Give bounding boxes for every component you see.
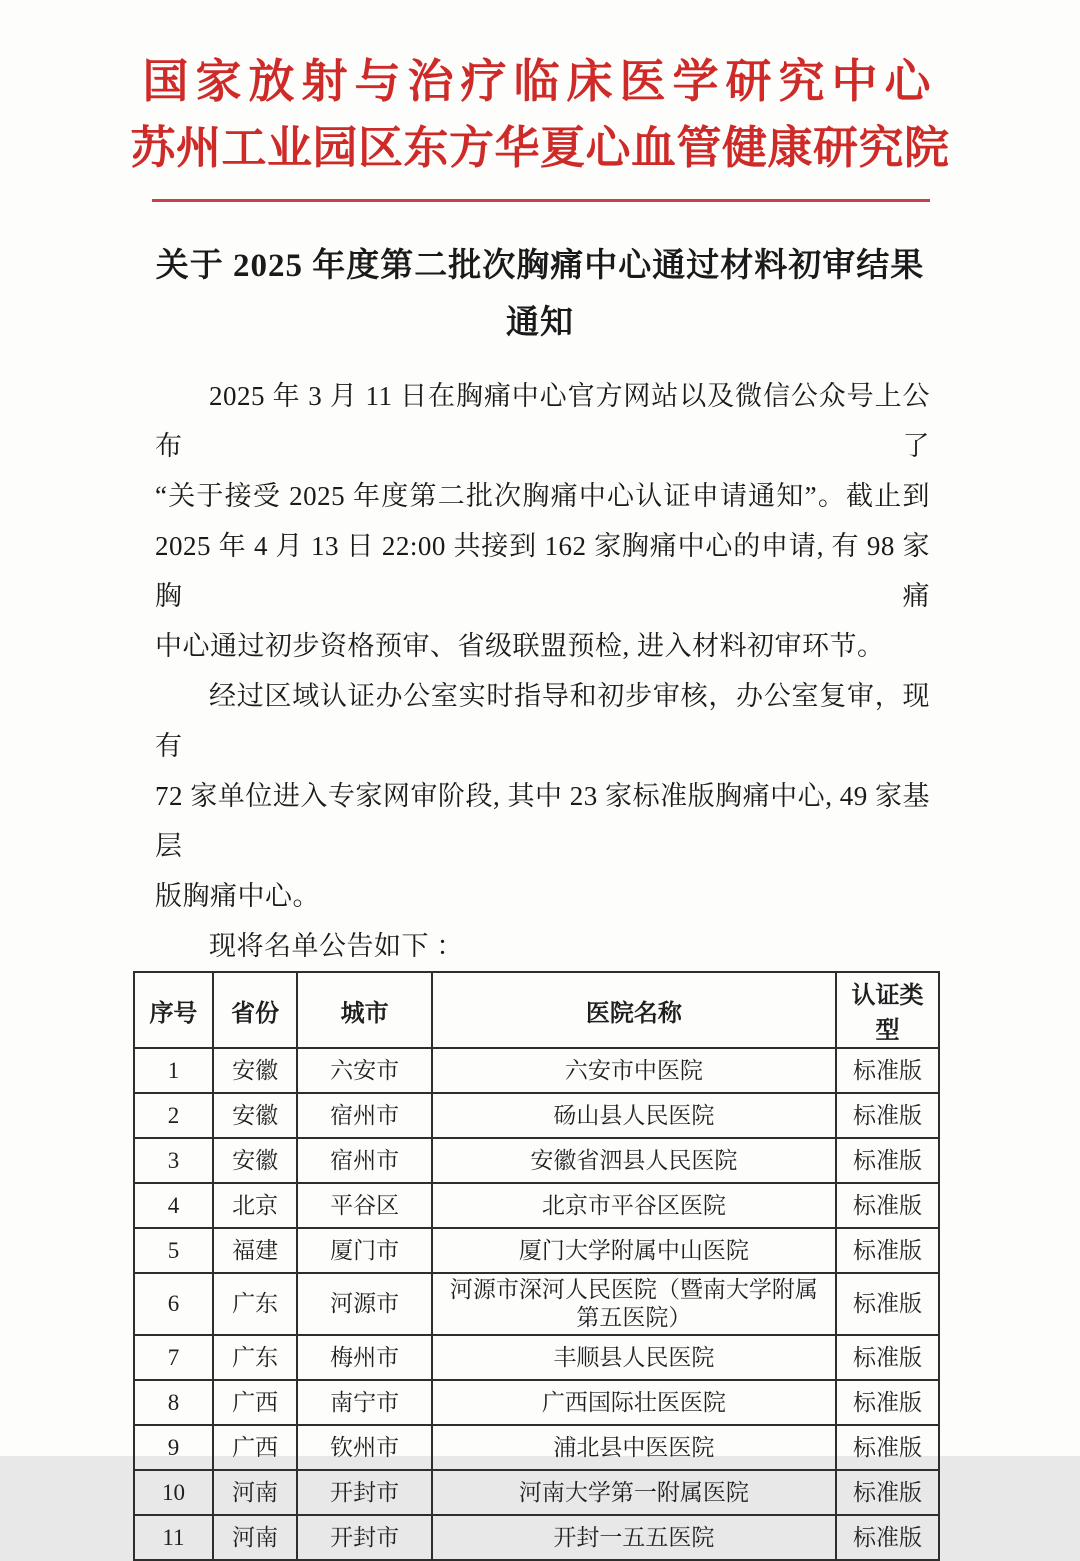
cell-cert-type: 标准版: [836, 1183, 939, 1228]
document-title: [0, 238, 1080, 352]
cell-province: 安徽: [213, 1138, 298, 1183]
cell-cert-type: 标准版: [836, 1380, 939, 1425]
cell-hospital: 砀山县人民医院: [432, 1093, 836, 1138]
cell-hospital: 安徽省泗县人民医院: [432, 1138, 836, 1183]
cell-cert-type: 标准版: [836, 1048, 939, 1093]
cell-hospital: 丰顺县人民医院: [432, 1335, 836, 1380]
cell-province: 福建: [213, 1228, 298, 1273]
cell-hospital: 开封一五五医院: [432, 1515, 836, 1560]
cell-province: 广西: [213, 1380, 298, 1425]
document-title-line-2: 通知: [506, 305, 574, 341]
table-row: [134, 1138, 939, 1183]
cell-city: 河源市: [297, 1273, 431, 1335]
cell-cert-type: 标准版: [836, 1470, 939, 1515]
paragraph-1-line-2: “关于接受 2025 年度第二批次胸痛中心认证申请通知”。截止到: [155, 481, 930, 511]
letterhead: [0, 0, 1080, 176]
cell-city: 开封市: [297, 1470, 431, 1515]
cell-city: 钦州市: [297, 1425, 431, 1470]
cell-city: 宿州市: [297, 1093, 431, 1138]
cell-province: 安徽: [213, 1048, 298, 1093]
cell-hospital: 河源市深河人民医院（暨南大学附属第五医院）: [432, 1273, 836, 1335]
cell-seq: 10: [134, 1470, 213, 1515]
cell-province: 北京: [213, 1183, 298, 1228]
column-header-seq: 序号: [134, 972, 213, 1048]
cell-city: 宿州市: [297, 1138, 431, 1183]
cell-seq: 4: [134, 1183, 213, 1228]
hospital-table-header: [134, 972, 939, 1048]
column-header-city: 城市: [297, 972, 431, 1048]
cell-cert-type: 标准版: [836, 1228, 939, 1273]
cell-hospital: 河南大学第一附属医院: [432, 1470, 836, 1515]
paragraph-1-line-1: 2025 年 3 月 11 日在胸痛中心官方网站以及微信公众号上公布了: [155, 381, 930, 461]
hospital-table: [133, 971, 940, 1561]
paragraph-2-line-1: 经过区域认证办公室实时指导和初步审核，办公室复审，现有: [155, 681, 930, 761]
cell-seq: 1: [134, 1048, 213, 1093]
table-row: [134, 1273, 939, 1335]
cell-seq: 3: [134, 1138, 213, 1183]
cell-hospital: 六安市中医院: [432, 1048, 836, 1093]
cell-seq: 7: [134, 1335, 213, 1380]
cell-hospital: 广西国际壮医医院: [432, 1380, 836, 1425]
cell-cert-type: 标准版: [836, 1093, 939, 1138]
letterhead-line-1: 国家放射与治疗临床医学研究中心: [142, 56, 938, 107]
cell-seq: 6: [134, 1273, 213, 1335]
document-title-line-1: 关于 2025 年度第二批次胸痛中心通过材料初审结果: [155, 248, 925, 284]
cell-hospital: 厦门大学附属中山医院: [432, 1228, 836, 1273]
cell-province: 广东: [213, 1273, 298, 1335]
column-header-hospital: 医院名称: [432, 972, 836, 1048]
table-row: [134, 1048, 939, 1093]
cell-province: 广西: [213, 1425, 298, 1470]
paragraph-1-line-4: 中心通过初步资格预审、省级联盟预检, 进入材料初审环节。: [155, 631, 885, 661]
cell-province: 河南: [213, 1515, 298, 1560]
cell-cert-type: 标准版: [836, 1335, 939, 1380]
cell-city: 开封市: [297, 1515, 431, 1560]
cell-city: 梅州市: [297, 1335, 431, 1380]
cell-seq: 2: [134, 1093, 213, 1138]
cell-seq: 5: [134, 1228, 213, 1273]
paragraph-1-line-3: 2025 年 4 月 13 日 22:00 共接到 162 家胸痛中心的申请, 有 98 家胸痛: [155, 531, 930, 611]
header-row: [134, 972, 939, 1048]
table-row: [134, 1228, 939, 1273]
table-row: [134, 1515, 939, 1560]
letterhead-rule: [152, 199, 930, 202]
cell-cert-type: 标准版: [836, 1273, 939, 1335]
cell-cert-type: 标准版: [836, 1425, 939, 1470]
table-row: [134, 1093, 939, 1138]
list-intro: 现将名单公告如下 ：: [209, 931, 464, 961]
cell-seq: 9: [134, 1425, 213, 1470]
cell-cert-type: 标准版: [836, 1138, 939, 1183]
column-header-province: 省份: [213, 972, 298, 1048]
table-row: [134, 1425, 939, 1470]
cell-hospital: 北京市平谷区医院: [432, 1183, 836, 1228]
paragraph-2-line-3: 版胸痛中心。: [155, 881, 320, 911]
cell-seq: 11: [134, 1515, 213, 1560]
letterhead-line-2: 苏州工业园区东方华夏心血管健康研究院: [130, 123, 950, 173]
hospital-table-body: [134, 1048, 939, 1560]
cell-city: 六安市: [297, 1048, 431, 1093]
table-row: [134, 1183, 939, 1228]
cell-province: 安徽: [213, 1093, 298, 1138]
cell-city: 南宁市: [297, 1380, 431, 1425]
cell-hospital: 浦北县中医医院: [432, 1425, 836, 1470]
paragraph-2-line-2: 72 家单位进入专家网审阶段, 其中 23 家标准版胸痛中心, 49 家基层: [155, 781, 930, 861]
column-header-cert-type: 认证类型: [836, 972, 939, 1048]
cell-cert-type: 标准版: [836, 1515, 939, 1560]
document-body: [155, 371, 930, 971]
cell-province: 河南: [213, 1470, 298, 1515]
table-row: [134, 1380, 939, 1425]
table-row: [134, 1470, 939, 1515]
cell-province: 广东: [213, 1335, 298, 1380]
table-row: [134, 1335, 939, 1380]
cell-city: 平谷区: [297, 1183, 431, 1228]
cell-city: 厦门市: [297, 1228, 431, 1273]
cell-seq: 8: [134, 1380, 213, 1425]
